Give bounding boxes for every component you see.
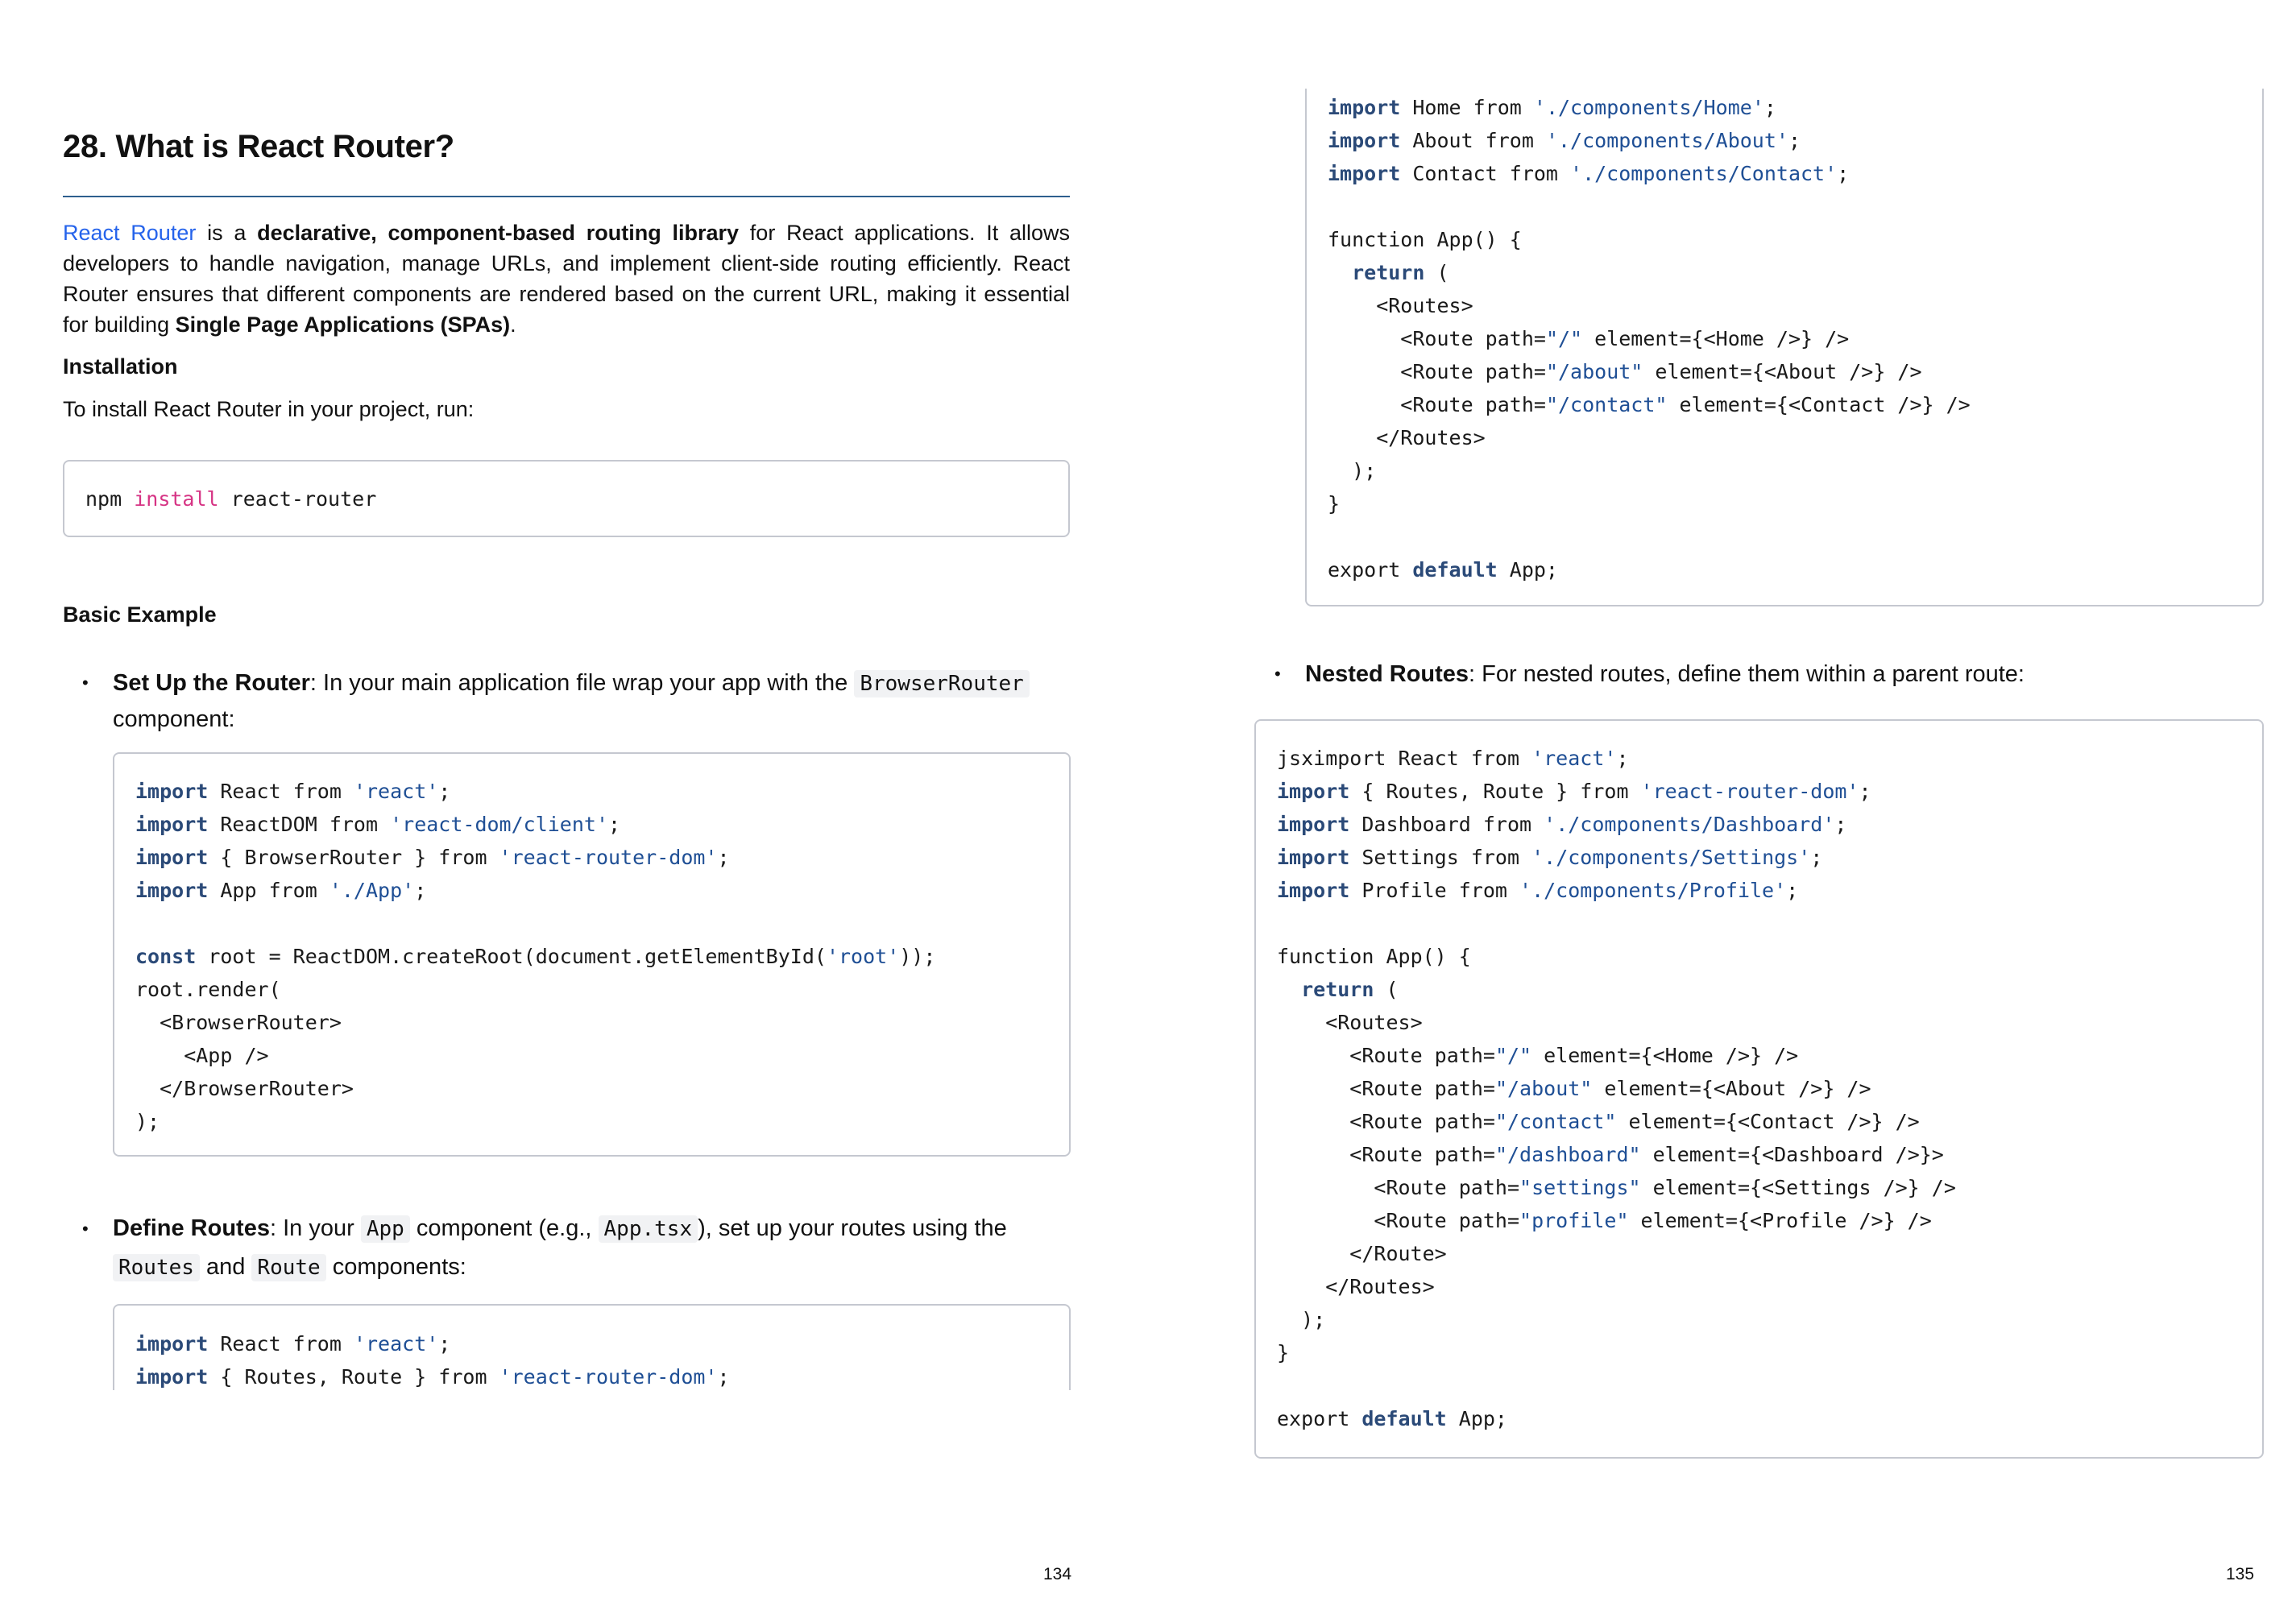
inline-code-routes: Routes: [113, 1254, 200, 1281]
code-nested-routes: jsximport React from 'react'; import { Routes, Route } from 'react-router-dom'; import Dashboard from './components/Dashboard'; import Settings from './components/Settings'; import Profile from './components/Profile'; function App() { return ( <Routes> <Route path="/" element={<Home />} /> <Route path="/about" element={<About />} /> <Route path="/contact" element={<Contact />} /> <Route path="/dashboard" element={<Dashboard />}> <Route path="settings" element={<Settings />} /> <Route path="profile" element={<Profile />} /> </Route> </Routes> ); } export default App;: [1277, 747, 1956, 1430]
title-divider: [63, 196, 1070, 197]
installation-heading: Installation: [63, 354, 178, 379]
inline-code-app-tsx: App.tsx: [599, 1215, 698, 1243]
bullet-dot-icon: •: [1274, 664, 1281, 684]
code-block-nested-routes: [1254, 719, 2264, 1459]
page-number-right: 135: [2226, 1565, 2255, 1583]
bullet-dot-icon: •: [82, 673, 89, 693]
inline-code-app: App: [361, 1215, 410, 1243]
bullet-dot-icon: •: [82, 1219, 89, 1239]
npm-install-command: npm install react-router: [85, 487, 377, 511]
right-page: [1148, 0, 2296, 1606]
page-number-left: 134: [1043, 1565, 1072, 1583]
inline-code-browserrouter: BrowserRouter: [854, 670, 1030, 697]
bullet-set-up-router: • Set Up the Router: In your main application file wrap your app with the BrowserRouter component:: [113, 665, 1071, 737]
intro-paragraph: React Router is a declarative, component-based routing library for React applications. It allows developers to handle navigation, manage URLs, and implement client-side routing efficiently. React Router ensures that different components are rendered based on the current URL, making it essential for building Single Page Applications (SPAs).: [63, 221, 1070, 337]
code-routes-continued: import Home from './components/Home'; import About from './components/About'; import Contact from './components/Contact'; function App() { return ( <Routes> <Route path="/" element={<Home />} /> <Route path="/about" element={<About />} /> <Route path="/contact" element={<Contact />} /> </Routes> ); } export default App;: [1328, 96, 1971, 582]
basic-example-heading: Basic Example: [63, 602, 217, 627]
bullet-nested-routes: • Nested Routes: For nested routes, define them within a parent route:: [1305, 656, 2264, 692]
code-main-entry: import React from 'react'; import ReactDOM from 'react-dom/client'; import { BrowserRouter } from 'react-router-dom'; import App from './App'; const root = ReactDOM.createRoot(document.getElementById('root')); root.render( <BrowserRouter> <App /> </BrowserRouter> );: [135, 780, 936, 1133]
code-routes-start: import React from 'react'; import { Routes, Route } from 'react-router-dom';: [135, 1332, 730, 1389]
page-title: 28. What is React Router?: [63, 129, 454, 164]
inline-code-route: Route: [251, 1254, 325, 1281]
code-block-routes-continued: [1305, 89, 2264, 606]
bullet-define-routes: • Define Routes: In your App component (e.g., App.tsx ), set up your routes using the Routes and Route components:: [113, 1210, 1071, 1287]
code-block-routes-start: [113, 1304, 1071, 1390]
npm-install-code-block: [63, 460, 1070, 537]
installation-text: To install React Router in your project, run:: [63, 397, 475, 421]
react-router-link[interactable]: React Router: [63, 221, 197, 245]
code-block-main-entry: [113, 752, 1071, 1157]
